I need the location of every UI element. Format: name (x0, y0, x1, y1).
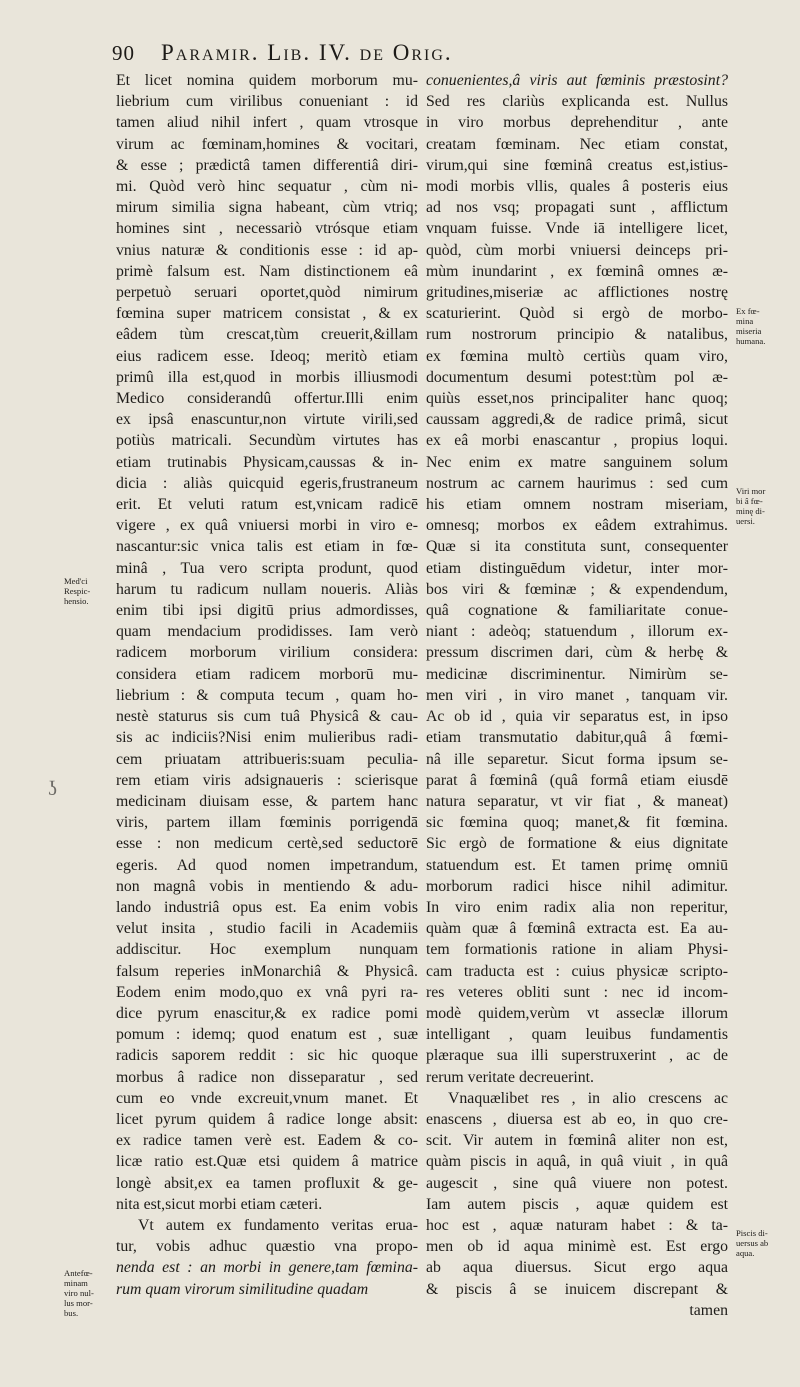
text-line: creatam fœminam. Nec etiam constat, (426, 135, 728, 153)
text-line: tamen (689, 1301, 728, 1319)
text-line: cum eo vnde excreuit,vnum manet. Et (116, 1089, 418, 1107)
left-text-column (116, 70, 418, 1300)
text-line: sis ac indiciis?Nisi enim mulieribus radi- (116, 729, 418, 747)
text-line: viris, partem illam fœminis porrigendā (116, 814, 418, 832)
text-line: perpetuò seruari oportet,quòd nimirum (116, 284, 418, 302)
text-line: egeris. Ad quod nomen impetrandum, (116, 856, 418, 874)
text-line: men viri , in viro manet , tanquam vir. (426, 686, 728, 704)
text-line: niant : adeòq; statuendum , illorum ex- (426, 623, 728, 641)
text-line: nâ ille separetur. Sicut forma ipsum se- (426, 750, 728, 768)
text-line: morborum radici hisce nihil adimitur. (426, 877, 728, 895)
text-line: etiam transmutatio dabitur,quâ â fœmi- (426, 729, 728, 747)
text-line: liebrium : & computa tecum , quam ho- (116, 686, 418, 704)
text-line: fœmina super matricem consistat , & ex (116, 305, 418, 323)
text-line: Medico considerandû offertur.Illi enim (116, 390, 418, 408)
text-line: virum ac fœminam,homines & vocitari, (116, 135, 418, 153)
text-line: ex eâ morbi enascantur , propius loqui. (426, 432, 728, 450)
text-line: intelligant , quam leuibus fundamentis (426, 1026, 728, 1044)
page-header (112, 40, 672, 66)
text-line: in viro morbus deprehenditur , ante (426, 114, 728, 132)
text-line: statuendum est. Et tamen primę omniū (426, 856, 728, 874)
text-line: quiùs esset,nos principaliter hanc quoq; (426, 390, 728, 408)
text-line: Sed res clariùs explicanda est. Nullus (426, 93, 728, 111)
text-line: In viro enim radix alia non reperitur, (426, 898, 728, 916)
text-line: pomum : idemq; quod enatum est , suæ (116, 1026, 418, 1044)
text-line: dicia : aliàs quicquid egeris,frustraneum (116, 474, 418, 492)
text-line: scit. Vir autem in fœminâ aliter non est, (426, 1132, 728, 1150)
text-line: Sic ergò de formatione & eius dignitate (426, 835, 728, 853)
text-line: falsum reperies inMonarchiâ & Physicâ. (116, 962, 418, 980)
text-line: vigere , ex quâ vniuersi morbi in viro e- (116, 517, 418, 535)
text-line: gritudines,miseriæ ac afflictiones nostrę (426, 284, 728, 302)
text-line: quâ cognatione & familiaritate conue- (426, 602, 728, 620)
text-line: vnquam fuisse. Vnde iā intelligere licet, (426, 220, 728, 238)
text-line: virum,qui sine fœminâ creatus est,istius- (426, 156, 728, 174)
text-line: documentum desumi potest:tùm pol æ- (426, 368, 728, 386)
margin-note-ex-foemina: Ex fœ- mina miseria humana. (736, 306, 766, 346)
text-line: conuenientes,â viris aut fœminis præstosint? (426, 72, 728, 89)
text-line: primû illa est,quod in morbis illiusmodi (116, 368, 418, 386)
text-line: natura separatur, vt vir fiat , & maneat) (426, 792, 728, 810)
text-line: licet pyrum quidem â radice longe absit: (116, 1110, 418, 1128)
text-line: Vnaquælibet res , in alio crescens ac (448, 1089, 728, 1107)
text-line: licæ ratio est.Quæ etsi quidem â matrice (116, 1153, 418, 1171)
text-line: rum quam virorum similitudine quadam (116, 1280, 369, 1298)
text-line: liebrium cum virilibus conueniant : id (116, 93, 418, 111)
text-line: primè falsum est. Nam distinctionem eâ (116, 262, 418, 280)
text-line: Nec enim ex matre sanguinem solum (426, 453, 728, 471)
text-line: dice pyrum enascitur,& ex radice pomi (116, 1004, 418, 1022)
text-line: homines sint , necessariò vtrósque etiam (116, 220, 418, 238)
text-line: hoc est , aquæ naturam habet : & ta- (426, 1216, 728, 1234)
text-line: morbus â radice non disseparatur , sed (116, 1068, 418, 1086)
text-line: cem priuatam attribueris:suam peculia- (116, 750, 418, 768)
text-line: parat â fœminâ (quâ formâ etiam eiusdē (426, 771, 728, 789)
text-line: enascens , diuersa est ab eo, in quo cre- (426, 1110, 728, 1128)
text-line: medicinæ discriminentur. Nimirùm se- (426, 665, 728, 683)
text-line: eâdem tùm crescat,tùm creuerit,&illam (116, 326, 418, 344)
page-number: 90 (112, 41, 135, 65)
text-line: his etiam omnem nostram miseriam, (426, 496, 728, 514)
text-line: modi morbis vllis, quales â posteris eius (426, 178, 728, 196)
text-line: mùm inundarint , ex fœminâ omnes æ- (426, 262, 728, 280)
text-line: quàm piscis in aquâ, in quâ viuit , in quâ (426, 1153, 728, 1171)
text-line: etiam trutinabis Physicam,caussas & in- (116, 453, 418, 471)
text-line: radicis saporem reddit : sic hic quoque (116, 1047, 418, 1065)
text-line: omnesq; morbos ex eâdem extrahimus. (426, 517, 728, 535)
text-line: tur, vobis adhuc quæstio vna propo- (116, 1238, 418, 1256)
text-line: minâ , Tua vero scripta produnt, quod (116, 559, 418, 577)
running-title: Paramir. Lib. IV. de Orig. (161, 40, 453, 65)
text-line: nita est,sicut morbi etiam cæteri. (116, 1195, 323, 1213)
text-line: considera etiam radicem morborū mu- (116, 665, 418, 683)
text-line: etiam distinguēdum videtur, inter mor- (426, 559, 728, 577)
text-line: mi. Quòd verò hinc sequatur , cùm ni- (116, 178, 418, 196)
text-line: bos viri & fœminæ ; & expendendum, (426, 580, 728, 598)
text-line: esse : non medicum certè,sed seductorē (116, 835, 418, 853)
text-line: Et licet nomina quidem morborum mu- (116, 72, 418, 89)
text-line: enim tibi ipsi digitū prius admordisses, (116, 602, 418, 620)
text-line: nenda est : an morbi in genere,tam fœmina- (116, 1259, 418, 1277)
text-line: medicinam diuisam esse, & partem hanc (116, 792, 418, 810)
text-line: ex fœmina multò certiùs quam viro, (426, 347, 728, 365)
text-line: tem formationis ratione in aliam Physi- (426, 941, 728, 959)
text-line: Quæ si ita constituta sunt, consequenter (426, 538, 728, 556)
text-line: potiùs matricali. Secundùm virtutes has (116, 432, 418, 450)
text-line: velut insita , studio facili in Academiis (116, 920, 418, 938)
margin-note-ante-foeminam: Antefœ- minam viro nul- lus mor- bus. (64, 1268, 94, 1318)
text-line: ad nos vsq; propagati sunt , afflictum (426, 199, 728, 217)
text-line: quam mendacium prodidisses. Iam verò (116, 623, 418, 641)
text-line: caussam aggredi,& de radice primâ, sicut (426, 411, 728, 429)
text-line: quàm quæ â fœminâ extracta est. Ea au- (426, 920, 728, 938)
text-line: scaturierint. Quòd si ergò de morbo- (426, 305, 728, 323)
text-line: harum tu radicum nullam noueris. Aliàs (116, 580, 418, 598)
text-line: lando industriâ opus est. Ea enim vobis (116, 898, 418, 916)
text-line: eius radicem esse. Ideoq; meritò etiam (116, 347, 418, 365)
text-line: augescit , sine quâ viuere non potest. (426, 1174, 728, 1192)
margin-note-viri-morbi: Viri mor bi â fœ- minę di- uersi. (736, 486, 766, 526)
text-line: cam traducta est : cuius physicæ scripto- (426, 962, 728, 980)
text-line: Eodem enim modo,quo ex vnâ pyri ra- (116, 983, 418, 1001)
text-line: vnius naturæ & conditionis esse : id ap- (116, 241, 418, 259)
right-text-column (426, 70, 728, 1321)
text-line: res veteres obliti sunt : nec id incom- (426, 983, 728, 1001)
text-line: addiscitur. Hoc exemplum nunquam (116, 941, 418, 959)
text-line: longè absit,ex ea tamen profluxit & ge- (116, 1174, 418, 1192)
text-line: ex radice tamen verè est. Eadem & co- (116, 1132, 418, 1150)
text-line: modè quidem,verùm vt asseclæ illorum (426, 1004, 728, 1022)
margin-pen-mark: ʖ (48, 778, 57, 800)
text-line: sic fœmina quoq; manet,& fit fœmina. (426, 814, 728, 832)
text-line: & esse ; prædictâ tamen differentiâ diri- (116, 156, 418, 174)
text-line: erit. Et veluti ratum est,vnicam radicē (116, 496, 418, 514)
margin-note-piscis: Piscis di- uersus ab aqua. (736, 1228, 769, 1258)
text-line: mirum similia signa habeant, cùm vtriq; (116, 199, 418, 217)
text-line: non magnâ vobis in mentiendo & adu- (116, 877, 418, 895)
text-line: plæraque sua illi superstruxerint , ac de (426, 1047, 728, 1065)
text-line: Vt autem ex fundamento veritas erua- (138, 1216, 418, 1234)
text-line: quòd, cùm morbi vniuersi deinceps pri- (426, 241, 728, 259)
margin-note-medici: Med'ci Respic- hensio. (64, 576, 91, 606)
text-line: ab aqua diuersus. Sicut ergo aqua (426, 1259, 728, 1277)
text-line: pressum discrimen dari, cùm & herbę & (426, 644, 728, 662)
text-line: Iam autem piscis , aquæ quidem est (426, 1195, 728, 1213)
text-line: tamen aliud nihil infert , quam vtrosque (116, 114, 418, 132)
text-line: ex ipsâ enascuntur,non virtute virili,sed (116, 411, 418, 429)
text-line: radicem morborum virilium considera: (116, 644, 418, 662)
text-line: rem etiam viris adsignaueris : scierisque (116, 771, 418, 789)
text-line: nestè staturus sis cum tuâ Physicâ & cau- (116, 708, 418, 726)
text-line: nostrum ac carnem haurimus : sed cum (426, 474, 728, 492)
text-line: Ac ob id , quia vir separatus est, in ipso (426, 708, 728, 726)
text-line: men ob id aqua minimè est. Est ergo (426, 1238, 728, 1256)
text-line: rerum veritate decreuerint. (426, 1068, 594, 1086)
text-line: & piscis â se inuicem discrepant & (426, 1280, 728, 1298)
text-line: rum nostrorum principio & natalibus, (426, 326, 728, 344)
text-line: nascantur:sic vnica talis est etiam in fœ- (116, 538, 418, 556)
